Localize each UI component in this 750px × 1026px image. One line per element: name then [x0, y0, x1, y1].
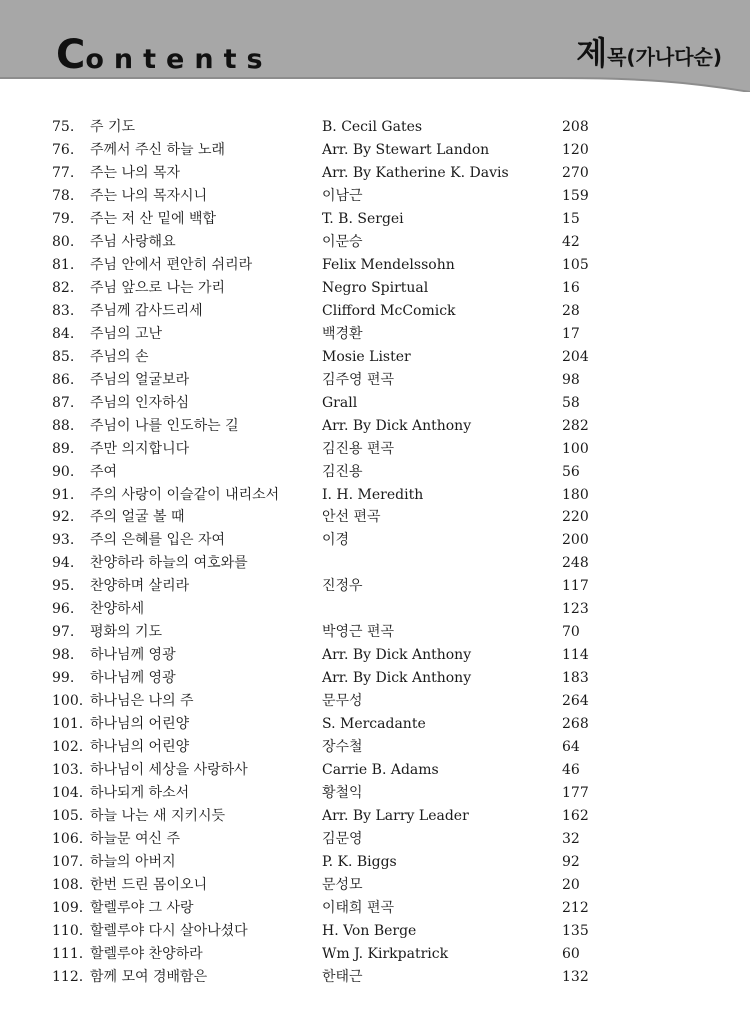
- toc-number: 106.: [52, 831, 84, 848]
- toc-page: 58: [562, 394, 580, 411]
- toc-row: [0, 690, 750, 713]
- toc-composer: S. Mercadante: [322, 716, 426, 733]
- toc-title: 주님께 감사드리세: [90, 302, 203, 319]
- toc-row: [0, 851, 750, 874]
- toc-title: 주는 나의 목자시니: [90, 187, 208, 204]
- toc-composer: 이남근: [322, 187, 363, 204]
- toc-page: 208: [562, 119, 589, 135]
- toc-row: [0, 208, 750, 231]
- toc-composer: Wm J. Kirkpatrick: [322, 945, 449, 962]
- toc-title: 함께 모여 경배함은: [90, 968, 208, 985]
- section-title-initial: 제: [576, 34, 608, 72]
- toc-number: 82.: [52, 279, 75, 296]
- toc-page: 200: [562, 532, 589, 549]
- toc-page: 64: [562, 739, 580, 756]
- toc-page: 70: [562, 624, 580, 641]
- toc-page: 123: [562, 601, 589, 618]
- toc-number: 105.: [52, 808, 84, 825]
- toc-composer: 백경환: [322, 325, 363, 342]
- toc-number: 93.: [52, 532, 75, 549]
- toc-number: 112.: [52, 968, 84, 985]
- toc-title: 하나님은 나의 주: [90, 693, 194, 710]
- toc-page: 220: [562, 509, 589, 526]
- toc-row: [0, 392, 750, 415]
- toc-page: 17: [562, 325, 580, 342]
- contents-title-rest: ontents: [85, 44, 273, 75]
- toc-composer: 한태근: [322, 968, 363, 985]
- toc-page: 268: [562, 716, 589, 733]
- toc-row: [0, 461, 750, 484]
- toc-composer: Negro Spirtual: [322, 279, 429, 296]
- toc-title: 하늘문 여신 주: [90, 831, 181, 848]
- toc-page: 264: [562, 693, 589, 710]
- toc-page: 204: [562, 348, 589, 365]
- toc-number: 84.: [52, 325, 75, 342]
- toc-composer: 이문승: [322, 233, 363, 250]
- toc-page: 42: [562, 233, 580, 250]
- toc-number: 81.: [52, 256, 75, 273]
- toc-title: 한번 드린 몸이오니: [90, 876, 208, 893]
- toc-composer: 이태희 편곡: [322, 899, 395, 916]
- toc-row: [0, 874, 750, 897]
- toc-page: 46: [562, 762, 580, 779]
- toc-title: 주의 얼굴 볼 때: [90, 509, 185, 526]
- toc-number: 95.: [52, 578, 75, 595]
- toc-title: 주는 저 산 밑에 백합: [90, 210, 216, 227]
- toc-row: [0, 254, 750, 277]
- toc-composer: 김주영 편곡: [322, 371, 395, 388]
- toc-title: 주의 은혜를 입은 자여: [90, 532, 226, 549]
- toc-title: 하나되게 하소서: [90, 785, 190, 802]
- toc-composer: Grall: [322, 394, 358, 411]
- toc-number: 94.: [52, 555, 75, 572]
- toc-composer: I. H. Meredith: [322, 486, 424, 503]
- toc-row: [0, 552, 750, 575]
- toc-row: [0, 116, 750, 139]
- toc-number: 107.: [52, 854, 84, 870]
- toc-page: 132: [562, 968, 589, 985]
- toc-composer: 박영근 편곡: [322, 624, 395, 641]
- toc-row: [0, 162, 750, 185]
- toc-title: 주님 앞으로 나는 가리: [90, 279, 226, 296]
- toc-row: [0, 667, 750, 690]
- toc-number: 109.: [52, 899, 84, 916]
- toc-row: [0, 438, 750, 461]
- toc-title: 주님의 고난: [90, 325, 163, 342]
- toc-title: 하늘의 아버지: [90, 854, 176, 870]
- toc-composer: 이경: [322, 532, 350, 549]
- toc-row: [0, 139, 750, 162]
- toc-number: 111.: [52, 945, 84, 962]
- contents-title: [56, 32, 273, 78]
- toc-number: 80.: [52, 233, 75, 250]
- toc-page: 248: [562, 555, 589, 572]
- toc-row: [0, 415, 750, 438]
- toc-composer: 김진용: [322, 463, 363, 480]
- toc-title: 평화의 기도: [90, 624, 163, 641]
- section-title-rest: 목(가나다순): [607, 45, 722, 69]
- toc-composer: 문성모: [322, 876, 363, 893]
- toc-page: 270: [562, 164, 589, 181]
- toc-row: [0, 484, 750, 507]
- toc-composer: B. Cecil Gates: [322, 119, 423, 135]
- toc-title: 할렐루야 그 사랑: [90, 899, 194, 916]
- toc-composer: 황철익: [322, 785, 363, 802]
- toc-title: 하늘 나는 새 지키시듯: [90, 808, 226, 825]
- toc-composer: Arr. By Dick Anthony: [322, 647, 472, 664]
- toc-number: 91.: [52, 486, 75, 503]
- toc-number: 79.: [52, 210, 75, 227]
- toc-title: 주님의 얼굴보라: [90, 371, 190, 388]
- toc-row: [0, 621, 750, 644]
- contents-list: [0, 116, 750, 989]
- toc-composer: Arr. By Stewart Landon: [322, 141, 490, 158]
- toc-title: 주 기도: [90, 119, 136, 135]
- toc-title: 찬양하세: [90, 601, 145, 618]
- toc-row: [0, 828, 750, 851]
- toc-row: [0, 575, 750, 598]
- toc-title: 하나님의 어린양: [90, 716, 190, 733]
- toc-row: [0, 598, 750, 621]
- toc-title: 할렐루야 찬양하라: [90, 945, 203, 962]
- toc-page: 56: [562, 463, 580, 480]
- toc-title: 주님이 나를 인도하는 길: [90, 417, 239, 434]
- toc-number: 102.: [52, 739, 84, 756]
- toc-number: 86.: [52, 371, 75, 388]
- toc-composer: 김문영: [322, 831, 363, 848]
- section-title: [576, 28, 722, 74]
- toc-page: 20: [562, 876, 580, 893]
- toc-number: 96.: [52, 601, 75, 618]
- toc-title: 주님의 인자하심: [90, 394, 190, 411]
- toc-number: 83.: [52, 302, 75, 319]
- toc-page: 100: [562, 440, 589, 457]
- toc-page: 180: [562, 486, 589, 503]
- toc-row: [0, 231, 750, 254]
- toc-row: [0, 759, 750, 782]
- toc-title: 하나님께 영광: [90, 647, 176, 664]
- toc-row: [0, 920, 750, 943]
- toc-title: 주는 나의 목자: [90, 164, 181, 181]
- toc-title: 하나님이 세상을 사랑하사: [90, 762, 248, 779]
- toc-composer: Arr. By Dick Anthony: [322, 417, 472, 434]
- toc-row: [0, 943, 750, 966]
- toc-title: 하나님의 어린양: [90, 739, 190, 756]
- toc-composer: P. K. Biggs: [322, 854, 397, 870]
- toc-row: [0, 346, 750, 369]
- toc-composer: T. B. Sergei: [322, 210, 404, 227]
- toc-number: 98.: [52, 647, 75, 664]
- toc-composer: 김진용 편곡: [322, 440, 395, 457]
- toc-row: [0, 736, 750, 759]
- toc-number: 75.: [52, 119, 75, 135]
- toc-row: [0, 277, 750, 300]
- toc-page: 183: [562, 670, 589, 687]
- toc-row: [0, 323, 750, 346]
- toc-title: 찬양하며 살리라: [90, 578, 190, 595]
- toc-composer: 안선 편곡: [322, 509, 381, 526]
- toc-page: 135: [562, 922, 589, 939]
- toc-number: 87.: [52, 394, 75, 411]
- toc-composer: 문무성: [322, 693, 363, 710]
- toc-number: 90.: [52, 463, 75, 480]
- toc-number: 77.: [52, 164, 75, 181]
- toc-number: 88.: [52, 417, 75, 434]
- toc-composer: Arr. By Dick Anthony: [322, 670, 472, 687]
- toc-row: [0, 529, 750, 552]
- toc-title: 주여: [90, 463, 118, 480]
- toc-number: 89.: [52, 440, 75, 457]
- toc-page: 162: [562, 808, 589, 825]
- toc-page: 212: [562, 899, 589, 916]
- toc-page: 159: [562, 187, 589, 204]
- toc-title: 할렐루야 다시 살아나셨다: [90, 922, 248, 939]
- toc-page: 98: [562, 371, 580, 388]
- toc-row: [0, 300, 750, 323]
- toc-composer: Mosie Lister: [322, 348, 411, 365]
- toc-row: [0, 897, 750, 920]
- toc-composer: Clifford McComick: [322, 302, 456, 319]
- toc-row: [0, 782, 750, 805]
- toc-composer: Arr. By Larry Leader: [322, 808, 469, 825]
- toc-number: 101.: [52, 716, 84, 733]
- toc-title: 주님 사랑해요: [90, 233, 176, 250]
- toc-title: 주의 사랑이 이슬같이 내리소서: [90, 486, 280, 503]
- toc-number: 100.: [52, 693, 84, 710]
- toc-page: 28: [562, 302, 580, 319]
- toc-title: 주만 의지합니다: [90, 440, 190, 457]
- toc-row: [0, 966, 750, 989]
- toc-page: 15: [562, 210, 580, 227]
- toc-title: 주께서 주신 하늘 노래: [90, 141, 226, 158]
- contents-title-initial: C: [56, 32, 86, 78]
- toc-title: 주님의 손: [90, 348, 149, 365]
- toc-number: 97.: [52, 624, 75, 641]
- toc-number: 110.: [52, 922, 84, 939]
- toc-page: 105: [562, 256, 589, 273]
- toc-page: 117: [562, 578, 589, 595]
- toc-row: [0, 506, 750, 529]
- toc-page: 16: [562, 279, 580, 296]
- toc-number: 78.: [52, 187, 75, 204]
- toc-page: 32: [562, 831, 580, 848]
- toc-page: 120: [562, 141, 589, 158]
- toc-composer: Felix Mendelssohn: [322, 256, 455, 273]
- toc-number: 104.: [52, 785, 84, 802]
- toc-row: [0, 644, 750, 667]
- toc-page: 282: [562, 417, 589, 434]
- toc-number: 92.: [52, 509, 75, 526]
- toc-number: 108.: [52, 876, 84, 893]
- toc-page: 92: [562, 854, 580, 870]
- page-header: [0, 0, 750, 92]
- toc-composer: 장수철: [322, 739, 363, 756]
- toc-number: 76.: [52, 141, 75, 158]
- toc-number: 103.: [52, 762, 84, 779]
- toc-title: 찬양하라 하늘의 여호와를: [90, 555, 248, 572]
- toc-row: [0, 369, 750, 392]
- toc-page: 177: [562, 785, 589, 802]
- toc-composer: H. Von Berge: [322, 922, 417, 939]
- toc-composer: Arr. By Katherine K. Davis: [322, 164, 509, 181]
- toc-page: 60: [562, 945, 580, 962]
- toc-composer: 진정우: [322, 578, 363, 595]
- toc-row: [0, 713, 750, 736]
- toc-composer: Carrie B. Adams: [322, 762, 439, 779]
- toc-row: [0, 805, 750, 828]
- toc-page: 114: [562, 647, 589, 664]
- toc-number: 99.: [52, 670, 75, 687]
- toc-title: 주님 안에서 편안히 쉬리라: [90, 256, 253, 273]
- toc-row: [0, 185, 750, 208]
- toc-number: 85.: [52, 348, 75, 365]
- toc-title: 하나님께 영광: [90, 670, 176, 687]
